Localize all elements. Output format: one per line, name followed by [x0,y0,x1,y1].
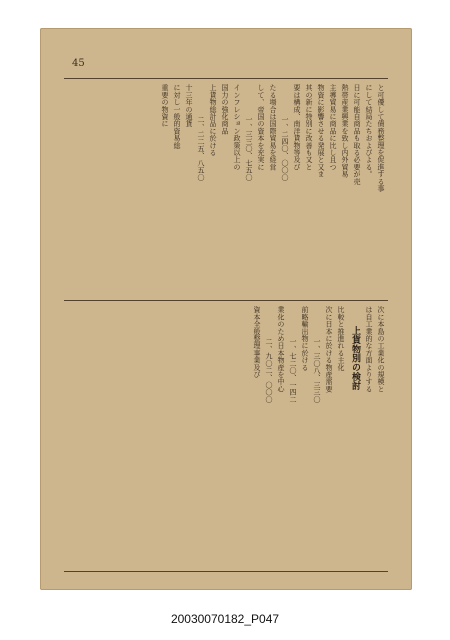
text-column: は自工業的な方面よりする [365,306,373,393]
figure-column: 一、三三〇、七五〇 [245,116,253,181]
section-heading: 上貨物別の検討 [350,326,360,391]
text-column: 要は構成、南洋貨物等及び [293,84,301,171]
text-column: 国力の強化商品 [221,84,229,135]
text-column: 次に日本に於ける物産需要 [325,306,333,393]
lower-text-block [66,306,386,566]
figure-column: 一、三〇八、三三〇 [313,338,321,403]
text-column: 次に本島の工業化の規模と [377,306,385,393]
text-column: 比較と推進れる主化 [337,306,345,371]
text-column: 主導貿易に商品に比し且つ [329,84,337,171]
top-rule [64,78,388,79]
page-number: 45 [72,58,85,69]
text-column: インフレション政策以上の [233,84,241,171]
text-column: 熱帯産業興業を致し内外貿易 [341,84,349,178]
text-column: 重要の物資に [161,84,169,128]
document-page [40,28,412,590]
text-column: 上貨物総計品に於ける [209,84,217,156]
text-column: して、帝国の資本を充実に [257,84,265,171]
figure-column: 一、二四〇、〇〇〇 [281,116,289,181]
text-column: 十三年の通貨 [185,84,193,128]
figure-column: 二、九〇二、〇〇〇 [265,338,273,403]
text-column: に対し一般的資易総 [173,84,181,149]
text-column: にして結局たちおよびよる。 [365,84,373,178]
figure-column: 一、七二〇、一四二 [289,338,297,403]
figure-column: 二、二二五、八五〇 [197,116,205,181]
text-column: 其の新に特別に改善も又と [305,84,313,171]
text-column: 日に可能自商品も取る必要が売 [353,84,361,185]
text-column: 前略輸出物に於ける [301,306,309,371]
text-column: たる場合は国際貿易を経営 [269,84,277,171]
text-column: 資本全般整理事業及び [253,306,261,378]
upper-text-block [66,84,386,294]
archive-caption: 20030070182_P047 [170,612,280,626]
middle-rule [64,300,388,301]
text-column: 業化のため日本物産を中心 [277,306,285,393]
text-column: と可優して債務整理を促進する事 [377,84,385,192]
text-column: 物資に影響させる発展と又ま [317,84,325,178]
bottom-rule [64,571,388,572]
